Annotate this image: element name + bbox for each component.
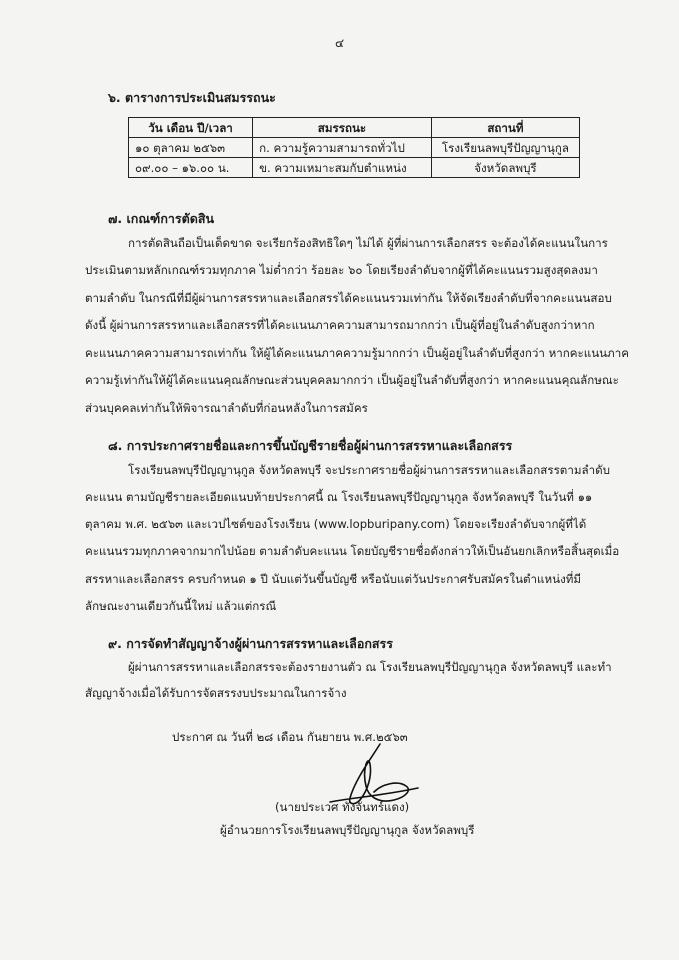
header-competency: สมรรถนะ <box>253 118 432 138</box>
header-place: สถานที่ <box>431 118 579 138</box>
sec9-line-1: ผู้ผ่านการสรรหาและเลือกสรรจะต้องรายงานตัว ณ โรงเรียนลพบุรีปัญญานุกูล จังหวัดลพบุรี และทำ <box>128 660 612 674</box>
sec7-line-2: ประเมินตามหลักเกณฑ์รวมทุกภาค ไม่ต่ำกว่า ร้อยละ ๖๐ โดยเรียงลำดับจากผู้ที่ได้คะแนนรวมสูงสุดลงมา <box>85 263 598 277</box>
sec7-line-6: ความรู้เท่ากันให้ผู้ได้คะแนนคุณลักษณะส่วนบุคคลมากกว่า เป็นผู้อยู่ในลำดับที่สูงกว่า หากคะแนนคุณลักษณะ <box>85 373 619 387</box>
date-line-2: ๐๙.๐๐ – ๑๖.๐๐ น. <box>129 158 253 178</box>
section-7-heading: ๗. เกณฑ์การตัดสิน <box>108 211 215 226</box>
page-number: ๔ <box>334 36 345 50</box>
competency-line-1: ก. ความรู้ความสามารถทั่วไป <box>253 138 432 158</box>
announcement-date: ประกาศ ณ วันที่ ๒๘ เดือน กันยายน พ.ศ.๒๕๖๓ <box>172 730 408 744</box>
header-date: วัน เดือน ปี/เวลา <box>129 118 253 138</box>
sec7-line-1: การตัดสินถือเป็นเด็ดขาด จะเรียกร้องสิทธิใดๆ ไม่ได้ ผู้ที่ผ่านการเลือกสรร จะต้องได้คะแนนในการ <box>128 236 608 250</box>
place-line-1: โรงเรียนลพบุรีปัญญานุกูล <box>431 138 579 158</box>
sec8-line-5: สรรหาและเลือกสรร ครบกำหนด ๑ ปี นับแต่วันขึ้นบัญชี หรือนับแต่วันประกาศรับสมัครในตำแหน่งที่มี <box>85 572 582 586</box>
signer-title: ผู้อำนวยการโรงเรียนลพบุรีปัญญานุกูล จังหวัดลพบุรี <box>220 823 475 837</box>
sec9-line-2: สัญญาจ้างเมื่อได้รับการจัดสรรงบประมาณในการจ้าง <box>85 686 347 700</box>
sec7-line-4: ดังนี้ ผู้ผ่านการสรรหาและเลือกสรรที่ได้คะแนนภาคความสามารถมากกว่า เป็นผู้ที่อยู่ในลำดับสูงกว่าหาก <box>85 318 595 332</box>
table-header-row <box>129 118 580 138</box>
sec7-line-7: ส่วนบุคคลเท่ากันให้พิจารณาลำดับที่ก่อนหลังในการสมัคร <box>85 401 368 415</box>
table-row <box>129 158 580 178</box>
sec8-line-3: ตุลาคม พ.ศ. ๒๕๖๓ และเวปไซต์ของโรงเรียน (www.lopburipany.com) โดยจะเรียงลำดับจากผู้ที่ได้ <box>85 517 587 531</box>
place-line-2: จังหวัดลพบุรี <box>431 158 579 178</box>
signer-name: (นายประเวศ ทังจันทร์แดง) <box>275 800 410 814</box>
sec8-line-1: โรงเรียนลพบุรีปัญญานุกูล จังหวัดลพบุรี จะประกาศรายชื่อผู้ผ่านการสรรหาและเลือกสรรตามลำดับ <box>128 463 610 477</box>
sec8-line-2: คะแนน ตามบัญชีรายละเอียดแนบท้ายประกาศนี้ ณ โรงเรียนลพบุรีปัญญานุกูล จังหวัดลพบุรี ในวันที่ ๑๑ <box>85 490 593 504</box>
sec8-line-6: ลักษณะงานเดียวกันนี้ใหม่ แล้วแต่กรณี <box>85 599 277 613</box>
sec7-line-5: คะแนนภาคความสามารถเท่ากัน ให้ผู้ได้คะแนนภาคความรู้มากกว่า เป็นผู้อยู่ในลำดับที่สูงกว่า หากคะแนนภาค <box>85 346 629 360</box>
table-row <box>129 138 580 158</box>
sec7-line-3: ตามลำดับ ในกรณีที่มีผู้ผ่านการสรรหาและเลือกสรรได้คะแนนรวมเท่ากัน ให้จัดเรียงลำดับที่จากคะแนนสอบ <box>85 291 612 305</box>
assessment-schedule-table <box>128 117 580 178</box>
section-9-heading: ๙. การจัดทำสัญญาจ้างผู้ผ่านการสรรหาและเลือกสรร <box>108 636 393 651</box>
sec8-line-4: คะแนนรวมทุกภาคจากมากไปน้อย ตามลำดับคะแนน โดยบัญชีรายชื่อดังกล่าวให้เป็นอันยกเลิกหรือสิ้นสุดเมื่อ <box>85 544 620 558</box>
section-8-heading: ๘. การประกาศรายชื่อและการขึ้นบัญชีรายชื่อผู้ผ่านการสรรหาและเลือกสรร <box>108 438 513 453</box>
section-6-heading: ๖. ตารางการประเมินสมรรถนะ <box>108 90 276 105</box>
date-line-1: ๑๐ ตุลาคม ๒๕๖๓ <box>129 138 253 158</box>
competency-line-2: ข. ความเหมาะสมกับตำแหน่ง <box>253 158 432 178</box>
